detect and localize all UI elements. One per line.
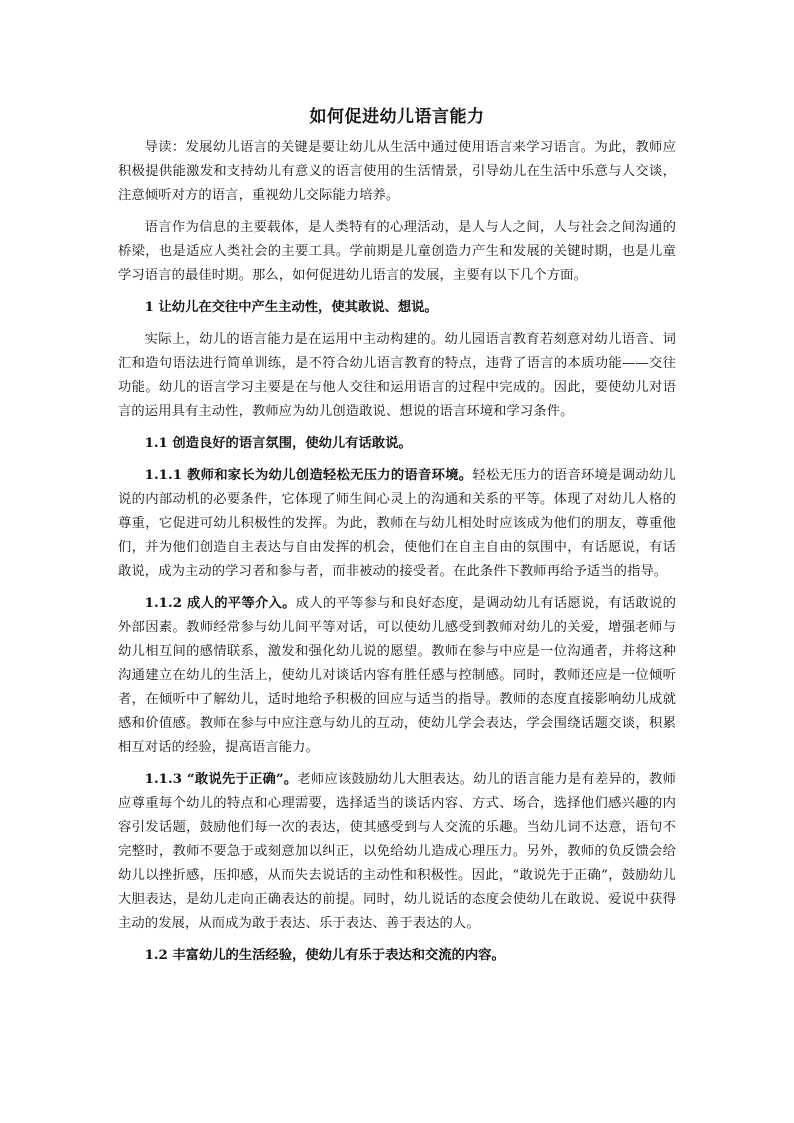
section-1-1-3-lead: 1.1.3 “敢说先于正确”。 [144,772,298,787]
section-1-heading: 1 让幼儿在交往中产生主动性，使其敢说、想说。 [144,300,438,315]
section-1-1-3-text: 老师应该鼓励幼儿大胆表达。幼儿的语言能力是有差异的，教师应尊重每个幼儿的特点和心理需要，选择适当的谈话内容、方式、场合，选择他们感兴趣的内容引发话题，鼓励他们每一次的表达，使其感受到与人交流的乐趣。当幼儿词不达意，语句不完整时，教师不要急于或刻意加以纠正，以免给幼儿造成心理压力。另外，教师的负反馈会给幼儿以挫折感，压抑感，从而失去说话的主动性和积极性。因此，“敢说先于正确”，鼓励幼儿大胆表达，是幼儿走向正确表达的前提。同时，幼儿说话的态度会使幼儿在敢说、爱说中获得主动的发展，从而成为敢于表达、乐于表达、善于表达的人。 [118,772,676,931]
section-1-1-heading: 1.1 创造良好的语言氛围，使幼儿有话敢说。 [144,436,412,451]
section-1-1-1-paragraph [118,464,676,584]
section-1-1-1-text: 轻松无压力的语音环境是调动幼儿说的内部动机的必要条件，它体现了师生间心灵上的沟通和关系的平等。体现了对幼儿人格的尊重，它促进可幼儿积极性的发挥。为此，教师在与幼儿相处时应该成为他们的朋友，尊重他们，并为他们创造自主表达与自由发挥的机会，使他们在自主自由的氛围中，有话愿说，有话敢说，成为主动的学习者和参与者，而非被动的接受者。在此条件下教师再给予适当的指导。 [118,468,677,579]
section-1-1-1-lead: 1.1.1 教师和家长为幼儿创造轻松无压力的语音环境。 [144,468,473,483]
document-title: 如何促进幼儿语言能力 [309,107,485,127]
section-1-paragraph: 实际上，幼儿的语言能力是在运用中主动构建的。幼儿园语言教育若刻意对幼儿语音、词汇和造句语法进行简单训练，是不符合幼儿语言教育的特点，违背了语言的本质功能——交往功能。幼儿的语言学习主要是在与他人交往和运用语言的过程中完成的。因此，要使幼儿对语言的运用具有主动性，教师应为幼儿创造敢说、想说的语言环境和学习条件。 [118,332,676,419]
section-1-1-3-paragraph [118,768,676,936]
overview-paragraph: 语言作为信息的主要载体，是人类特有的心理活动，是人与人之间，人与社会之间沟通的桥梁，也是适应人类社会的主要工具。学前期是儿童创造力产生和发展的关键时期，也是儿童学习语言的最佳时期。那么，如何促进幼儿语言的发展，主要有以下几个方面。 [118,220,676,283]
section-1-1-2-paragraph [118,592,676,760]
section-1-1-2-lead: 1.1.2 成人的平等介入。 [144,596,296,611]
section-1-1-2-text: 成人的平等参与和良好态度，是调动幼儿有话愿说，有话敢说的外部因素。教师经常参与幼儿间平等对话，可以使幼儿感受到教师对幼儿的关爱，增强老师与幼儿相互间的感情联系，激发和强化幼儿说的愿望。教师在参与中应是一位沟通者，并将这种沟通建立在幼儿的生活上，使幼儿对谈话内容有胜任感与控制感。同时，教师还应是一位倾听者，在倾听中了解幼儿，适时地给予积极的回应与适当的指导。教师的态度直接影响幼儿成就感和价值感。教师在参与中应注意与幼儿的互动，使幼儿学会表达，学会围绕话题交谈，积累相互对话的经验，提高语言能力。 [118,596,676,755]
section-1-2-heading: 1.2 丰富幼儿的生活经验，使幼儿有乐于表达和交流的内容。 [144,948,505,963]
intro-paragraph: 导读：发展幼儿语言的关键是要让幼儿从生活中通过使用语言来学习语言。为此，教师应积极提供能激发和支持幼儿有意义的语言使用的生活情景，引导幼儿在生活中乐意与人交谈，注意倾听对方的语言，重视幼儿交际能力培养。 [118,140,676,203]
document-body [118,104,676,976]
